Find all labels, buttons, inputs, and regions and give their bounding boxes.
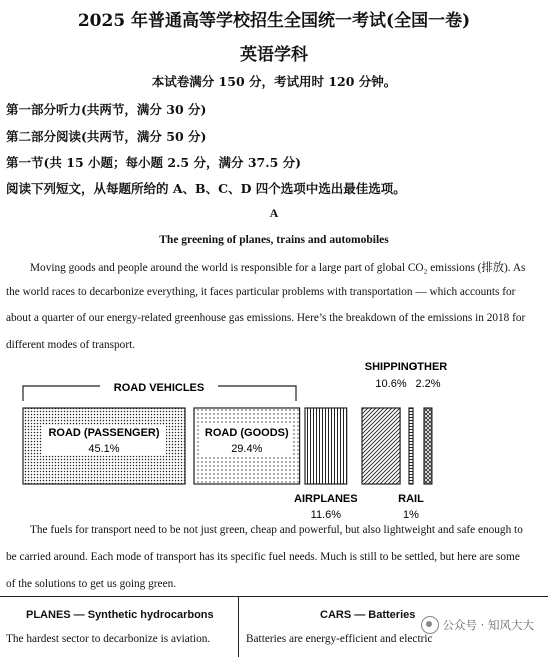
value-label: 11.6% (310, 509, 342, 518)
paragraph-line: Moving goods and people around the world is responsible for a large part of global CO₂ emissions (排放). As (30, 262, 526, 274)
exam-info: 本试卷满分 150 分，考试用时 120 分钟。 (151, 74, 397, 89)
category-label: OTHER (408, 361, 448, 373)
watermark-text: 公众号 · 知风大大 (442, 618, 534, 632)
value-label: 45.1% (88, 443, 120, 455)
section1-heading: 第一节(共 15 小题；每小题 2.5 分，满分 37.5 分) (6, 155, 302, 170)
bar-other (424, 408, 432, 484)
instruction-text: 阅读下列短文，从每题所给的 A、B、C、D 四个选项中选出最佳选项。 (6, 181, 406, 196)
bar-airplanes (305, 408, 347, 484)
table-cell-cars: Batteries are energy-efficient and electric (246, 633, 433, 645)
paragraph-line: about a quarter of our energy-related greenhouse gas emissions. Here’s the breakdown of the emissions in 2018 for (6, 312, 526, 324)
category-label: RAIL (398, 493, 424, 505)
value-label: 2.2% (415, 378, 441, 390)
table-cell-planes: The hardest sector to decarbonize is aviation. (6, 633, 211, 645)
paragraph-line: the world races to decarbonize everything, it faces particular problems with transportation — which accounts for (6, 286, 516, 298)
subject-title: 英语学科 (240, 45, 308, 65)
table-header-cars: CARS — Batteries (320, 609, 416, 621)
table-header-planes: PLANES — Synthetic hydrocarbons (26, 609, 214, 621)
paragraph-line: be carried around. Each mode of transport has its specific fuel needs. Much is still to be settled, but here are some (6, 551, 520, 563)
part2-heading: 第二部分阅读(共两节，满分 50 分) (6, 129, 207, 144)
category-label: AIRPLANES (294, 493, 358, 505)
category-label: ROAD (PASSENGER) (48, 427, 160, 439)
value-label: 10.6% (375, 378, 407, 390)
value-label: 29.4% (231, 443, 263, 455)
value-label: 1% (403, 509, 419, 518)
paragraph-line: different modes of transport. (6, 339, 136, 351)
paragraph-line: of the solutions to get us going green. (6, 578, 177, 590)
bar-rail (409, 408, 413, 484)
paragraph-line: The fuels for transport need to be not just green, cheap and powerful, but also lightweight and safe enough to (30, 524, 523, 536)
watermark (421, 616, 534, 634)
part1-heading: 第一部分听力(共两节，满分 30 分) (6, 102, 207, 117)
exam-title: 2025 年普通高等学校招生全国统一考试(全国一卷) (77, 11, 471, 31)
wechat-icon (421, 616, 439, 634)
emissions-chart (0, 356, 548, 518)
group-label: ROAD VEHICLES (113, 382, 205, 394)
table-divider (238, 597, 239, 657)
passage-letter: A (269, 206, 279, 220)
category-label: ROAD (GOODS) (204, 427, 289, 439)
bar-shipping (362, 408, 400, 484)
passage-title: The greening of planes, trains and automobiles (159, 234, 389, 246)
category-label: SHIPPING (364, 361, 418, 373)
